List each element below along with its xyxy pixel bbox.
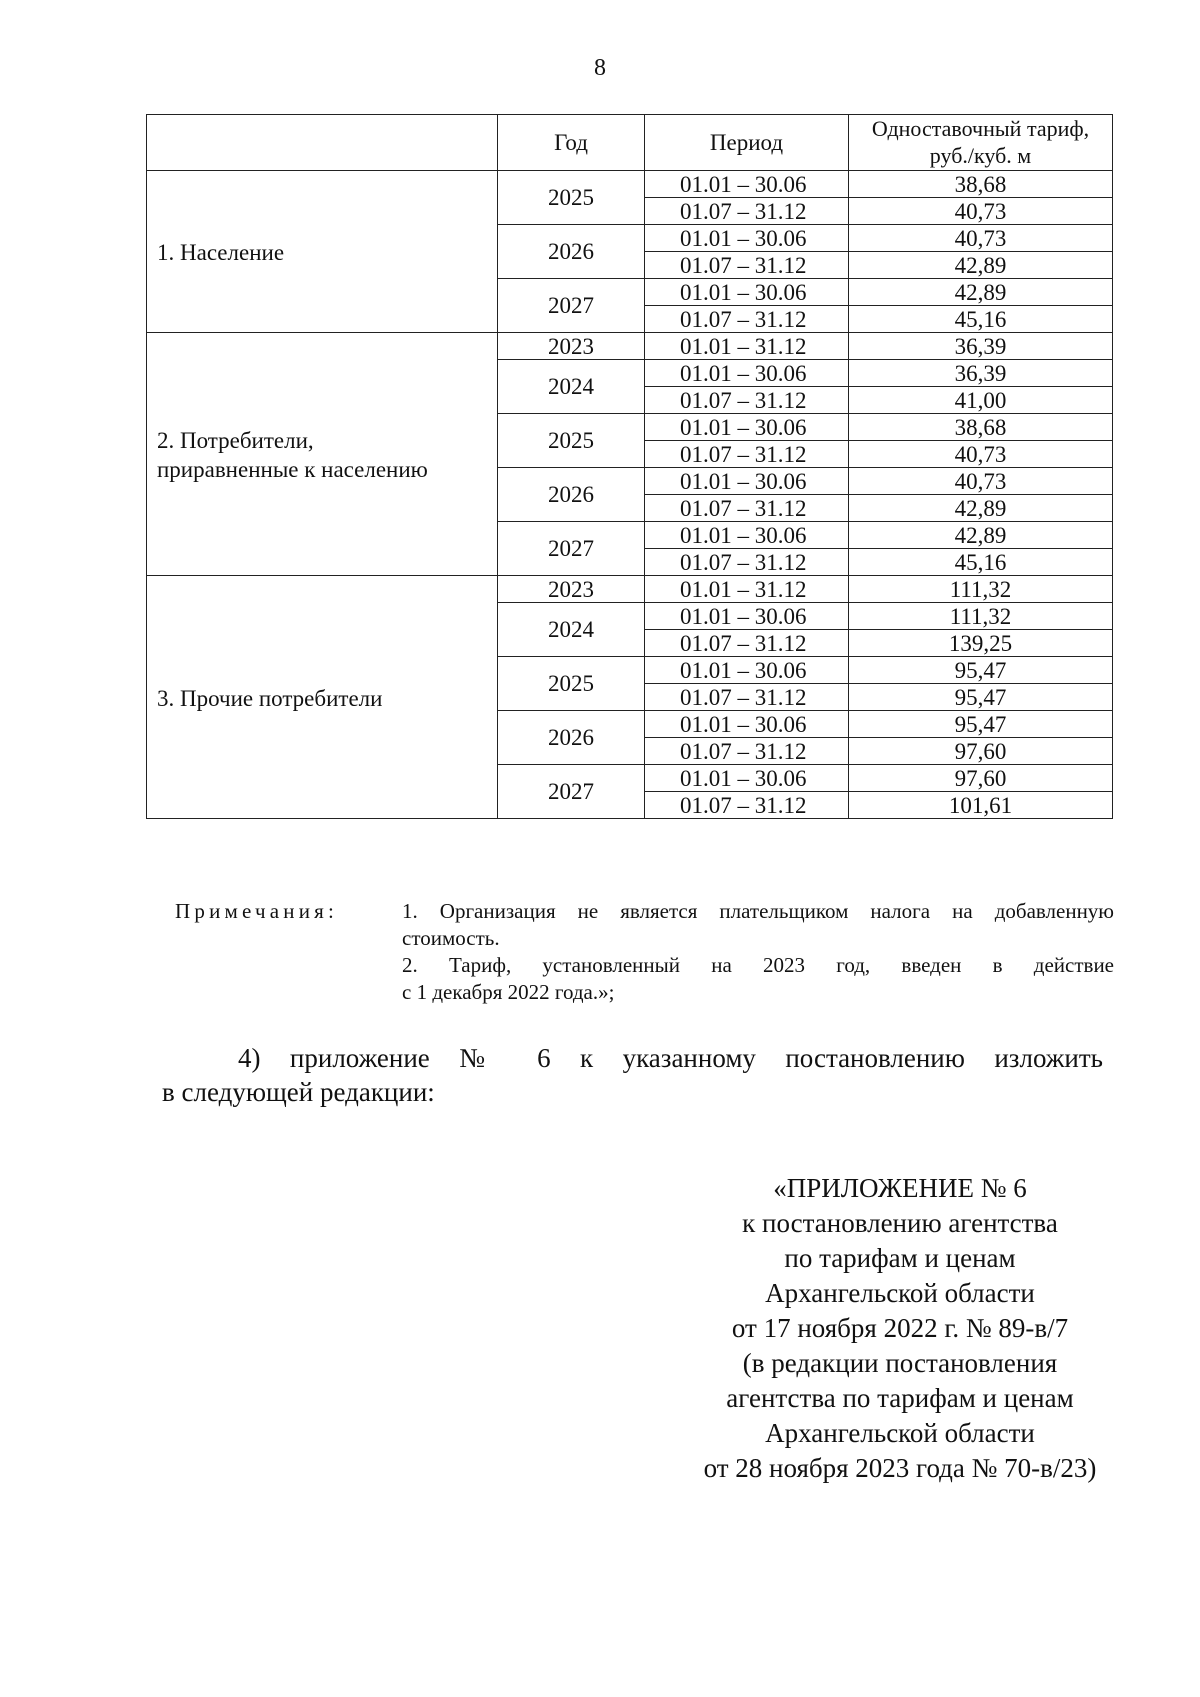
year-cell: 2026 — [498, 225, 645, 279]
rate-cell: 41,00 — [849, 387, 1113, 414]
appendix-line: от 17 ноября 2022 г. № 89-в/7 — [731, 1313, 1069, 1343]
appendix-line: от 28 ноября 2023 года № 70-в/23) — [703, 1453, 1097, 1483]
appendix-line: по тарифам и ценам — [784, 1243, 1016, 1273]
rate-cell: 45,16 — [849, 549, 1113, 576]
instruction-line-2: в следующей редакции: — [162, 1077, 435, 1107]
note-2-line-1: 2. Тариф, установленный на 2023 год, введен в действие — [402, 953, 1114, 977]
year-cell: 2027 — [498, 279, 645, 333]
year-cell: 2024 — [498, 360, 645, 414]
rate-cell: 97,60 — [849, 738, 1113, 765]
period-cell: 01.01 – 31.12 — [645, 576, 849, 603]
rate-cell: 38,68 — [849, 414, 1113, 441]
rate-cell: 101,61 — [849, 792, 1113, 819]
period-cell: 01.07 – 31.12 — [645, 630, 849, 657]
period-cell: 01.01 – 30.06 — [645, 765, 849, 792]
rate-cell: 42,89 — [849, 495, 1113, 522]
period-cell: 01.07 – 31.12 — [645, 684, 849, 711]
period-cell: 01.01 – 30.06 — [645, 414, 849, 441]
rate-cell: 139,25 — [849, 630, 1113, 657]
rate-cell: 40,73 — [849, 198, 1113, 225]
appendix-line: Архангельской области — [765, 1418, 1035, 1448]
rate-cell: 111,32 — [849, 576, 1113, 603]
period-cell: 01.07 – 31.12 — [645, 738, 849, 765]
period-cell: 01.07 – 31.12 — [645, 549, 849, 576]
year-cell: 2026 — [498, 711, 645, 765]
period-cell: 01.01 – 30.06 — [645, 603, 849, 630]
header-rate: Одноставочный тариф, руб./куб. м — [849, 115, 1113, 171]
tariff-table-body — [147, 171, 1113, 819]
rate-cell: 38,68 — [849, 171, 1113, 198]
appendix-line: Архангельской области — [765, 1278, 1035, 1308]
rate-cell: 40,73 — [849, 441, 1113, 468]
period-cell: 01.01 – 30.06 — [645, 360, 849, 387]
table-row — [147, 333, 1113, 360]
table-header-row — [147, 115, 1113, 171]
appendix-heading — [680, 1171, 1120, 1486]
appendix-line: (в редакции постановления — [742, 1348, 1058, 1378]
period-cell: 01.07 – 31.12 — [645, 792, 849, 819]
period-cell: 01.01 – 30.06 — [645, 171, 849, 198]
note-1-line-1: 1. Организация не является плательщиком налога на добавленную — [402, 899, 1114, 923]
rate-cell: 42,89 — [849, 522, 1113, 549]
notes-label: Примечания: — [175, 899, 339, 923]
group-name-cell: 3. Прочие потребители — [147, 576, 498, 819]
table-row — [147, 576, 1113, 603]
period-cell: 01.07 – 31.12 — [645, 252, 849, 279]
year-cell: 2027 — [498, 522, 645, 576]
group-name-cell: 2. Потребители, приравненные к населению — [147, 333, 498, 576]
note-1-line-2: стоимость. — [402, 926, 500, 950]
period-cell: 01.01 – 30.06 — [645, 657, 849, 684]
rate-cell: 42,89 — [849, 279, 1113, 306]
period-cell: 01.01 – 31.12 — [645, 333, 849, 360]
period-cell: 01.07 – 31.12 — [645, 306, 849, 333]
appendix-line: «ПРИЛОЖЕНИЕ № 6 — [773, 1173, 1027, 1203]
rate-cell: 42,89 — [849, 252, 1113, 279]
year-cell: 2027 — [498, 765, 645, 819]
appendix-line: агентства по тарифам и ценам — [726, 1383, 1074, 1413]
rate-cell: 45,16 — [849, 306, 1113, 333]
year-cell: 2024 — [498, 603, 645, 657]
header-group — [147, 115, 498, 171]
period-cell: 01.01 – 30.06 — [645, 468, 849, 495]
appendix-line: к постановлению агентства — [742, 1208, 1058, 1238]
tariff-table — [146, 114, 1113, 819]
page-number: 8 — [594, 55, 606, 81]
header-period: Период — [645, 115, 849, 171]
rate-cell: 36,39 — [849, 360, 1113, 387]
period-cell: 01.01 – 30.06 — [645, 279, 849, 306]
year-cell: 2023 — [498, 576, 645, 603]
instruction-paragraph — [162, 1041, 1103, 1109]
period-cell: 01.07 – 31.12 — [645, 387, 849, 414]
period-cell: 01.07 – 31.12 — [645, 198, 849, 225]
rate-cell: 95,47 — [849, 684, 1113, 711]
rate-cell: 40,73 — [849, 468, 1113, 495]
rate-cell: 36,39 — [849, 333, 1113, 360]
period-cell: 01.01 – 30.06 — [645, 522, 849, 549]
period-cell: 01.07 – 31.12 — [645, 441, 849, 468]
year-cell: 2023 — [498, 333, 645, 360]
rate-cell: 95,47 — [849, 711, 1113, 738]
year-cell: 2025 — [498, 171, 645, 225]
instruction-line-1: 4) приложение № 6 к указанному постановлению изложить — [238, 1043, 1103, 1073]
rate-cell: 97,60 — [849, 765, 1113, 792]
year-cell: 2025 — [498, 414, 645, 468]
period-cell: 01.01 – 30.06 — [645, 225, 849, 252]
year-cell: 2025 — [498, 657, 645, 711]
group-name-cell: 1. Население — [147, 171, 498, 333]
note-2-line-2: с 1 декабря 2022 года.»; — [402, 980, 615, 1004]
notes-list — [402, 898, 1114, 1006]
year-cell: 2026 — [498, 468, 645, 522]
period-cell: 01.07 – 31.12 — [645, 495, 849, 522]
table-row — [147, 171, 1113, 198]
rate-cell: 95,47 — [849, 657, 1113, 684]
period-cell: 01.01 – 30.06 — [645, 711, 849, 738]
header-year: Год — [498, 115, 645, 171]
rate-cell: 111,32 — [849, 603, 1113, 630]
rate-cell: 40,73 — [849, 225, 1113, 252]
